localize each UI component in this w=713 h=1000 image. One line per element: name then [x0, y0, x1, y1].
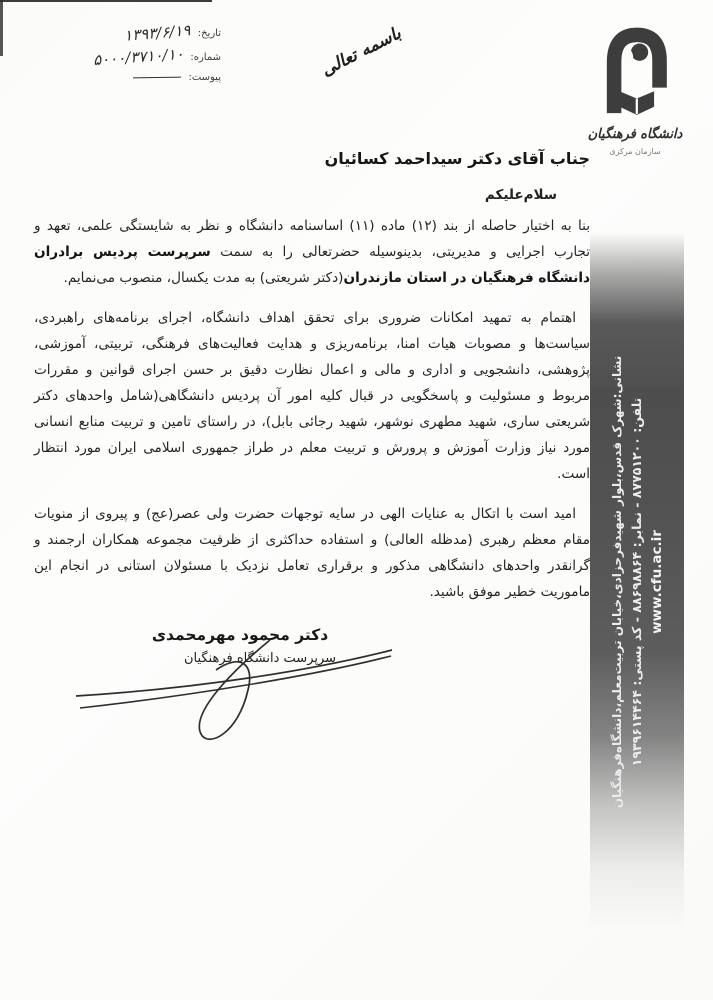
meta-row-number	[26, 44, 221, 70]
bismillah-calligraphy: باسمه تعالی	[318, 23, 405, 81]
farhangian-university-logo-icon	[593, 24, 677, 124]
signer-name: دکتر محمود مهرمحمدی	[151, 626, 329, 644]
scan-edge-artifact-top	[0, 0, 212, 2]
signature-block	[95, 626, 385, 666]
date-value-handwritten: ۱۳۹۳/۶/۱۹	[123, 21, 192, 45]
attachment-label: پیوست:	[188, 72, 221, 83]
number-value-handwritten: ۵۰۰۰/۳۷۱۰/۱۰	[92, 44, 184, 70]
logo-organization-name: سازمان مرکزی	[609, 147, 661, 156]
recipient-line: جناب آقای دکتر سیداحمد کسائیان	[324, 149, 590, 168]
paragraph-duties: اهتمام به تمهید امکانات ضروری برای تحقق اهداف دانشگاه، اجرای برنامه‌های راهبردی، سیاست‌ها و مصوبات هیات امنا، برنامه‌ریزی و هدایت فعالیت‌های فرهنگی، تربیتی، آموزشی، پژوهشی، دانشجویی و اداری و مالی و اعمال نظارت دقیق بر حسن اجرای قوانین و مقررات مربوط و مسئولیت و پاسخگویی در قبال کلیه امور آن پردیس دانشگاهی(شامل واحدهای دکتر شریعتی ساری، شهید مطهری نوشهر، شهید رجائی بابل)، در راستای تامین و تربیت منابع انسانی مورد نیاز وزارت آموزش و پرورش و تربیت معلم در طراز جمهوری اسلامی ایران مورد انتظار است.	[34, 310, 590, 482]
number-label: شماره:	[190, 51, 221, 63]
paragraph-appointment	[34, 213, 590, 291]
university-logo-block	[583, 24, 687, 156]
scan-edge-artifact-left	[0, 0, 3, 56]
website-url: www.cfu.ac.ir	[648, 530, 665, 634]
attachment-none-dash	[133, 77, 181, 79]
meta-row-attachment	[26, 72, 221, 83]
appointment-position-bold: سرپرست پردیس برادران دانشگاه فرهنگیان در استان مازندران	[34, 244, 590, 286]
contact-info-rotated-text	[590, 260, 684, 905]
letter-meta-block	[26, 21, 221, 89]
date-label: تاریخ:	[197, 27, 221, 39]
paragraph-appointment-tail: (دکتر شریعتی) به مدت یکسال، منصوب می‌نمایم.	[63, 270, 344, 286]
signer-title: سرپرست دانشگاه فرهنگیان	[183, 651, 337, 666]
logo-university-name: دانشگاه فرهنگیان	[587, 126, 683, 142]
meta-row-date	[26, 21, 221, 45]
letter-body	[34, 213, 590, 619]
paragraph-appointment-text: بنا به اختیار حاصله از بند (۱۲) ماده (۱۱) اساسنامه دانشگاه و نظر به شایستگی علمی، تعهد و تجارب اجرایی و مدیریتی، بدینوسیله حضرتعالی را به سمت	[34, 218, 591, 260]
address-line: نشانی:شهرک قدس،بلوار شهیدفرحزادی،خیابان تربیت‌معلم،دانشگاه‌فرهنگیان	[609, 355, 624, 809]
phone-fax-postal-line: تلفن: ۸۷۷۵۱۲۰۰ - نمابر: ۸۸۶۹۸۸۶۴ - کد پستی: ۱۹۳۹۶۱۴۴۶۴	[628, 397, 644, 767]
contact-info-strip	[590, 232, 684, 932]
paragraph-wishes: امید است با اتکال به عنایات الهی در سایه توجهات حضرت ولی عصر(عج) و پیروی از منویات مقام معظم رهبری (مدظله العالی) و استفاده حداکثری از ظرفیت مجموعه همکاران ارجمند و گرانقدر واحدهای دانشگاهی مذکور و برقراری تعامل نزدیک با مسئولان استانی در انجام این ماموریت خطیر موفق باشید.	[34, 506, 590, 600]
salutation-line: سلام‌علیکم	[484, 187, 557, 203]
